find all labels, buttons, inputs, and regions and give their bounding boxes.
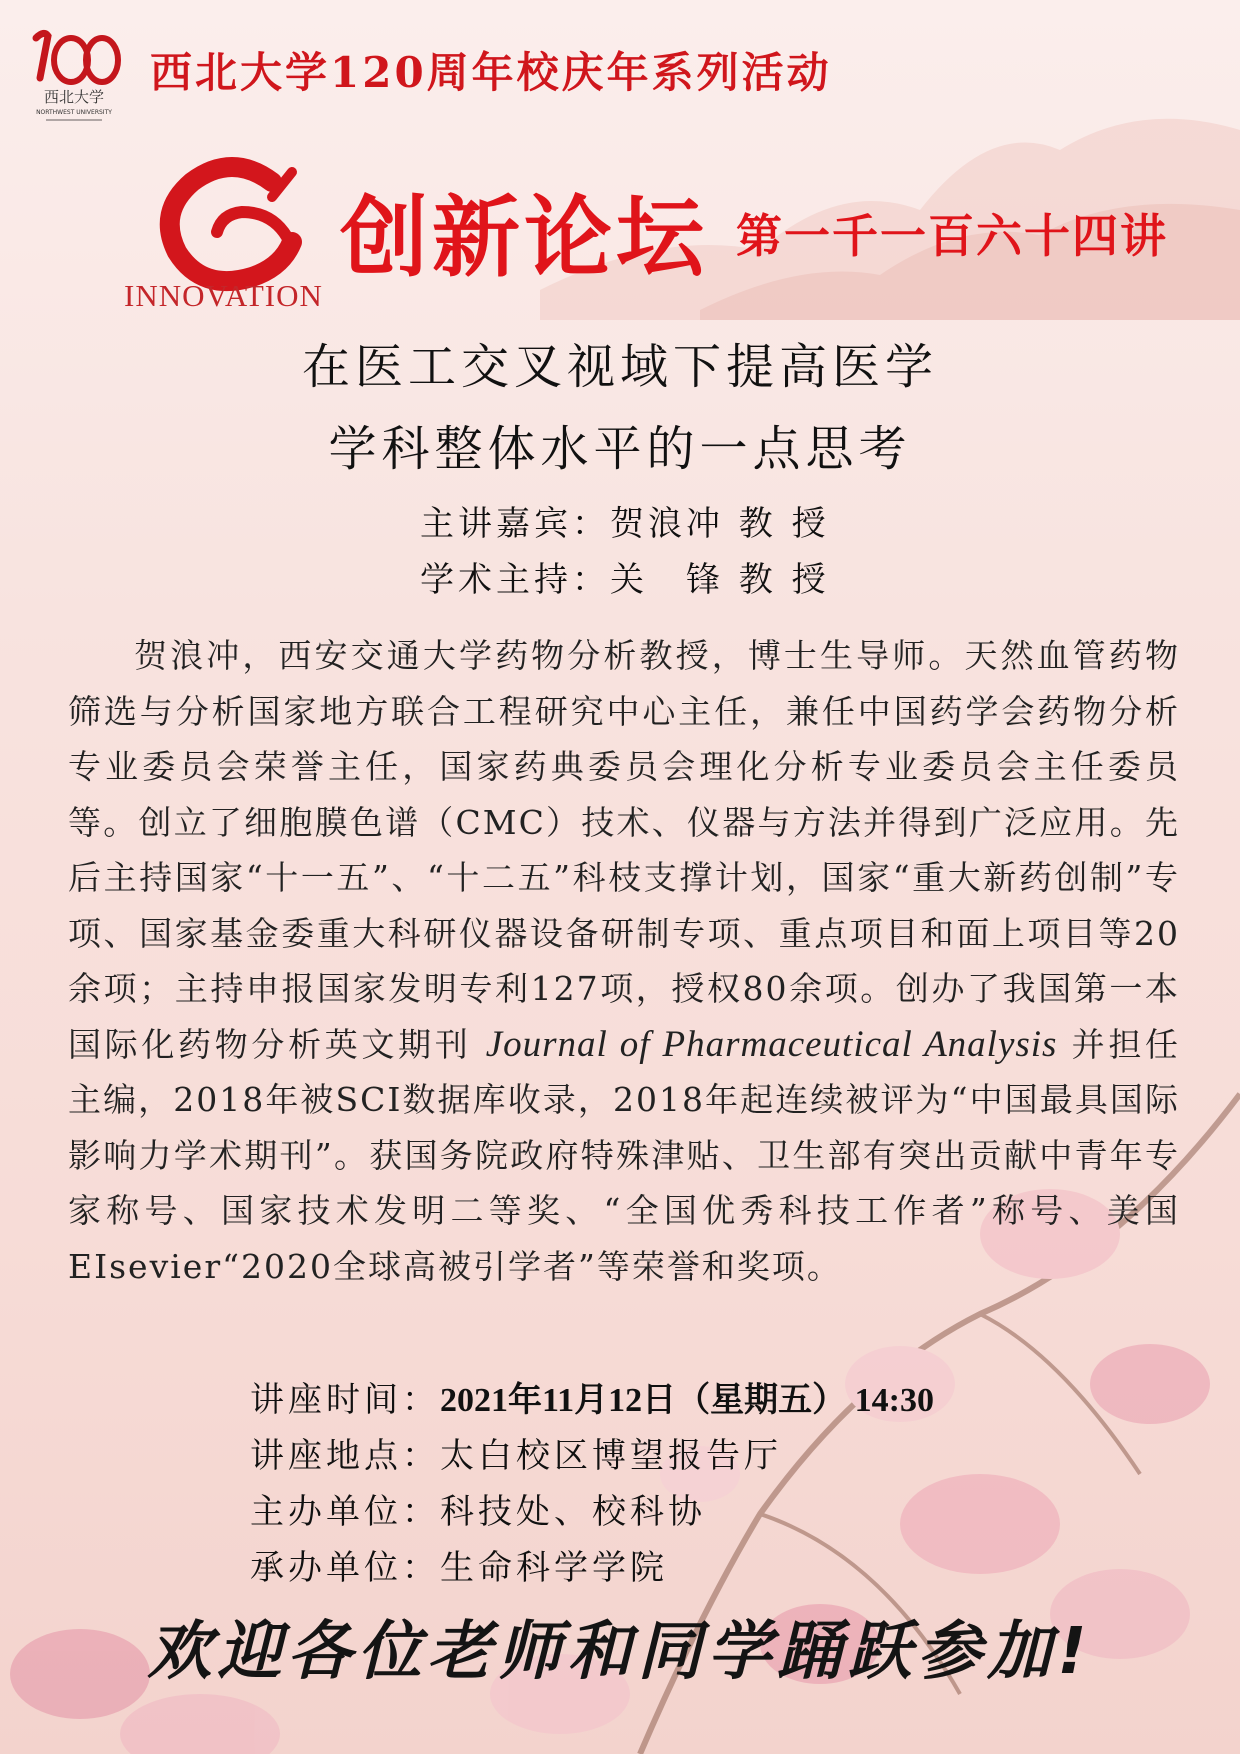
host-line: [420, 552, 830, 601]
series-title: 西北大学120周年校庆年系列活动: [150, 48, 832, 97]
lecture-time: [250, 1372, 934, 1421]
lecture-place: [250, 1428, 782, 1477]
host-unit: [250, 1540, 668, 1589]
journal-name: Journal of Pharmaceutical Analysis: [485, 1023, 1058, 1065]
host-name: 关 锋 教 授: [610, 560, 830, 600]
place-value: 太白校区博望报告厅: [440, 1436, 782, 1476]
svg-text:西北大学: 西北大学: [43, 88, 105, 106]
anniversary-120-emblem-icon: [26, 18, 122, 128]
place-label: 讲座地点：: [250, 1436, 440, 1476]
bio-part2: 并担任主编，2018年被SCI数据库收录，2018年起连续被评为“中国最具国际影响力学术期刊”。获国务院政府特殊津贴、卫生部有突出贡献中青年专家称号、国家技术发明二等奖、“全国优秀科技工作者”称号、美国EIsevier“2020全球高被引学者”等荣誉和奖项。: [68, 1024, 1180, 1286]
speaker-biography: [68, 628, 1180, 1294]
lecture-number: 第一千一百六十四讲: [736, 209, 1168, 263]
anniversary-logo: [26, 18, 122, 128]
svg-text:NORTHWEST UNIVERSITY: NORTHWEST UNIVERSITY: [36, 109, 112, 116]
host-unit-value: 生命科学学院: [440, 1548, 668, 1588]
host-unit-label: 承办单位：: [250, 1548, 440, 1588]
organizer-label: 主办单位：: [250, 1492, 440, 1532]
speaker-line: [420, 496, 830, 545]
innovation-logo-text: INNOVATION: [124, 278, 323, 313]
time-label: 讲座时间：: [250, 1380, 440, 1420]
organizer: [250, 1484, 706, 1533]
talk-title-line1: 在医工交叉视域下提高医学: [301, 339, 938, 395]
welcome-slogan: 欢迎各位老师和同学踊跃参加!: [147, 1615, 1093, 1689]
speaker-label: 主讲嘉宾：: [420, 504, 610, 544]
time-value: 2021年11月12日（星期五） 14:30: [440, 1382, 934, 1419]
speaker-name: 贺浪冲 教 授: [610, 504, 830, 544]
organizer-value: 科技处、校科协: [440, 1492, 706, 1532]
bio-part1: 贺浪冲，西安交通大学药物分析教授，博士生导师。天然血管药物筛选与分析国家地方联合工程研究中心主任，兼任中国药学会药物分析专业委员会荣誉主任，国家药典委员会理化分析专业委员会主任委员等。创立了细胞膜色谱（CMC）技术、仪器与方法并得到广泛应用。先后主持国家“十一五”、“十二五”科枝支撑计划，国家“重大新药创制”专项、国家基金委重大科研仪器设备研制专项、重点项目和面上项目等20余项；主持申报国家发明专利127项，授权80余项。创办了我国第一本国际化药物分析英文期刊: [68, 636, 1180, 1064]
forum-title: 创新论坛: [340, 186, 709, 289]
talk-title-line2: 学科整体水平的一点思考: [328, 421, 912, 477]
host-label: 学术主持：: [420, 560, 610, 600]
